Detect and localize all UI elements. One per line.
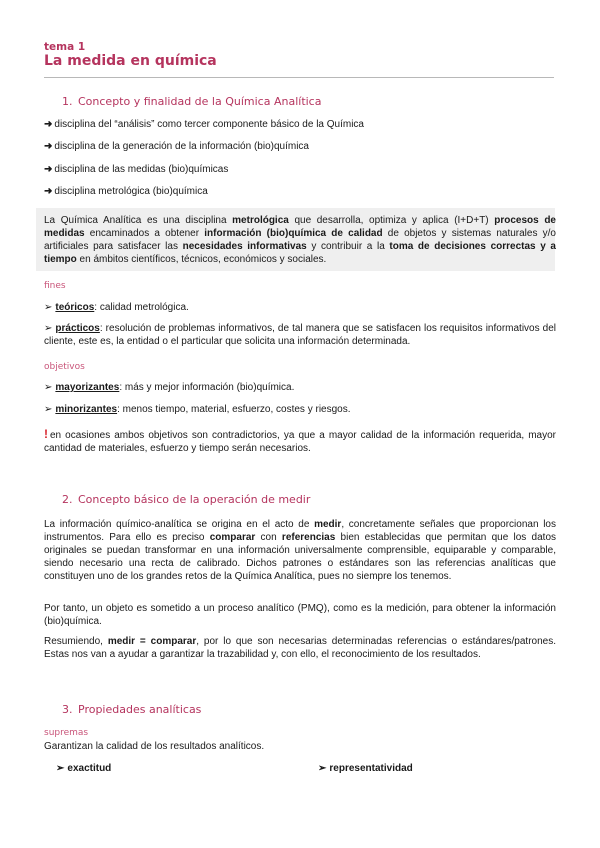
section-3-intro: Garantizan la calidad de los resultados analíticos. bbox=[44, 741, 265, 752]
arrow-icon: ➜ bbox=[44, 119, 53, 130]
warning-note: ! en ocasiones ambos objetivos son contradictorios, ya que a mayor calidad de la información requerida, mayor cantidad de materiales, esfuerzo y tiempo serán necesarios. bbox=[44, 427, 556, 454]
arrow-icon: ➜ bbox=[44, 186, 53, 197]
definition-text: La Química Analítica es una disciplina metrológica que desarrolla, optimiza y aplica (I+D+T) procesos de medidas encaminados a obtener información (bio)química de calidad de objetos y sistemas naturales y/o artificiales para satisfacer las necesidades informativas y contribuir a la toma de decisiones correctas y a tiempo en ámbitos científicos, técnicos, económicos y sociales. bbox=[44, 215, 556, 265]
list-item: ➜ disciplina del “análisis” como tercer componente básico de la Química bbox=[44, 119, 364, 130]
bullet-arrow-icon: ➢ bbox=[44, 302, 53, 313]
page-title: La medida en química bbox=[44, 53, 217, 69]
section-2-paragraph-2: Por tanto, un objeto es sometido a un proceso analítico (PMQ), como es la medición, para obtener la información (bio)química. bbox=[44, 603, 556, 627]
section-2-paragraph-3: Resumiendo, medir = comparar, por lo que son necesarias determinadas referencias o estándares/patrones. Estas nos van a ayudar a garantizar la trazabilidad y, con ello, el reconocimiento de los resultados. bbox=[44, 636, 556, 660]
warning-icon: ! bbox=[44, 427, 48, 441]
property-representatividad: ➢ representatividad bbox=[318, 763, 413, 774]
objetivo-minorizantes: ➢ minorizantes: menos tiempo, material, esfuerzo, costes y riesgos. bbox=[44, 404, 351, 415]
objetivo-mayorizantes: ➢ mayorizantes: más y mejor información (bio)química. bbox=[44, 382, 295, 393]
list-item: ➜ disciplina de las medidas (bio)químicas bbox=[44, 164, 229, 175]
fines-teoricos: ➢ teóricos: calidad metrológica. bbox=[44, 302, 189, 313]
list-item: ➜ disciplina de la generación de la información (bio)química bbox=[44, 141, 309, 152]
arrow-icon: ➜ bbox=[44, 141, 53, 152]
bullet-arrow-icon: ➢ bbox=[44, 323, 53, 334]
bullet-arrow-icon: ➢ bbox=[44, 382, 53, 393]
section-2-paragraph-1: La información químico-analítica se origina en el acto de medir, concretamente señales que proporcionan los instrumentos. Para ello es preciso comparar con referencias bien establecidas que permitan que los datos originales se puedan transformar en una información universalmente comprensible, equiparable y comparable, siendo necesario una recta de calibrado. Dichos patrones o estándares son las referencias analíticas que constituyen uno de los grandes retos de la Química Analítica, pues no siempre los tenemos. bbox=[44, 519, 557, 582]
topic-label: tema 1 bbox=[44, 41, 86, 53]
fines-label: fines bbox=[44, 281, 66, 291]
supremas-label: supremas bbox=[44, 728, 89, 738]
arrow-icon: ➜ bbox=[44, 164, 53, 175]
page-header bbox=[44, 41, 554, 70]
section-1-heading: 1. Concepto y finalidad de la Química Analítica bbox=[62, 95, 322, 108]
section-3-heading: 3. Propiedades analíticas bbox=[62, 703, 202, 716]
bullet-arrow-icon: ➢ bbox=[44, 404, 53, 415]
property-exactitud: ➢ exactitud bbox=[56, 763, 112, 774]
section-2-heading: 2. Concepto básico de la operación de medir bbox=[62, 493, 311, 506]
bullet-arrow-icon: ➢ bbox=[318, 763, 327, 774]
header-divider bbox=[44, 77, 554, 78]
bullet-arrow-icon: ➢ bbox=[56, 763, 65, 774]
fines-practicos: ➢ prácticos: resolución de problemas informativos, de tal manera que se satisfacen los requisitos informativos del cliente, este es, la entidad o el particular que solicita una información determinada. bbox=[44, 323, 556, 347]
objetivos-label: objetivos bbox=[44, 362, 85, 372]
list-item: ➜ disciplina metrológica (bio)química bbox=[44, 186, 208, 197]
